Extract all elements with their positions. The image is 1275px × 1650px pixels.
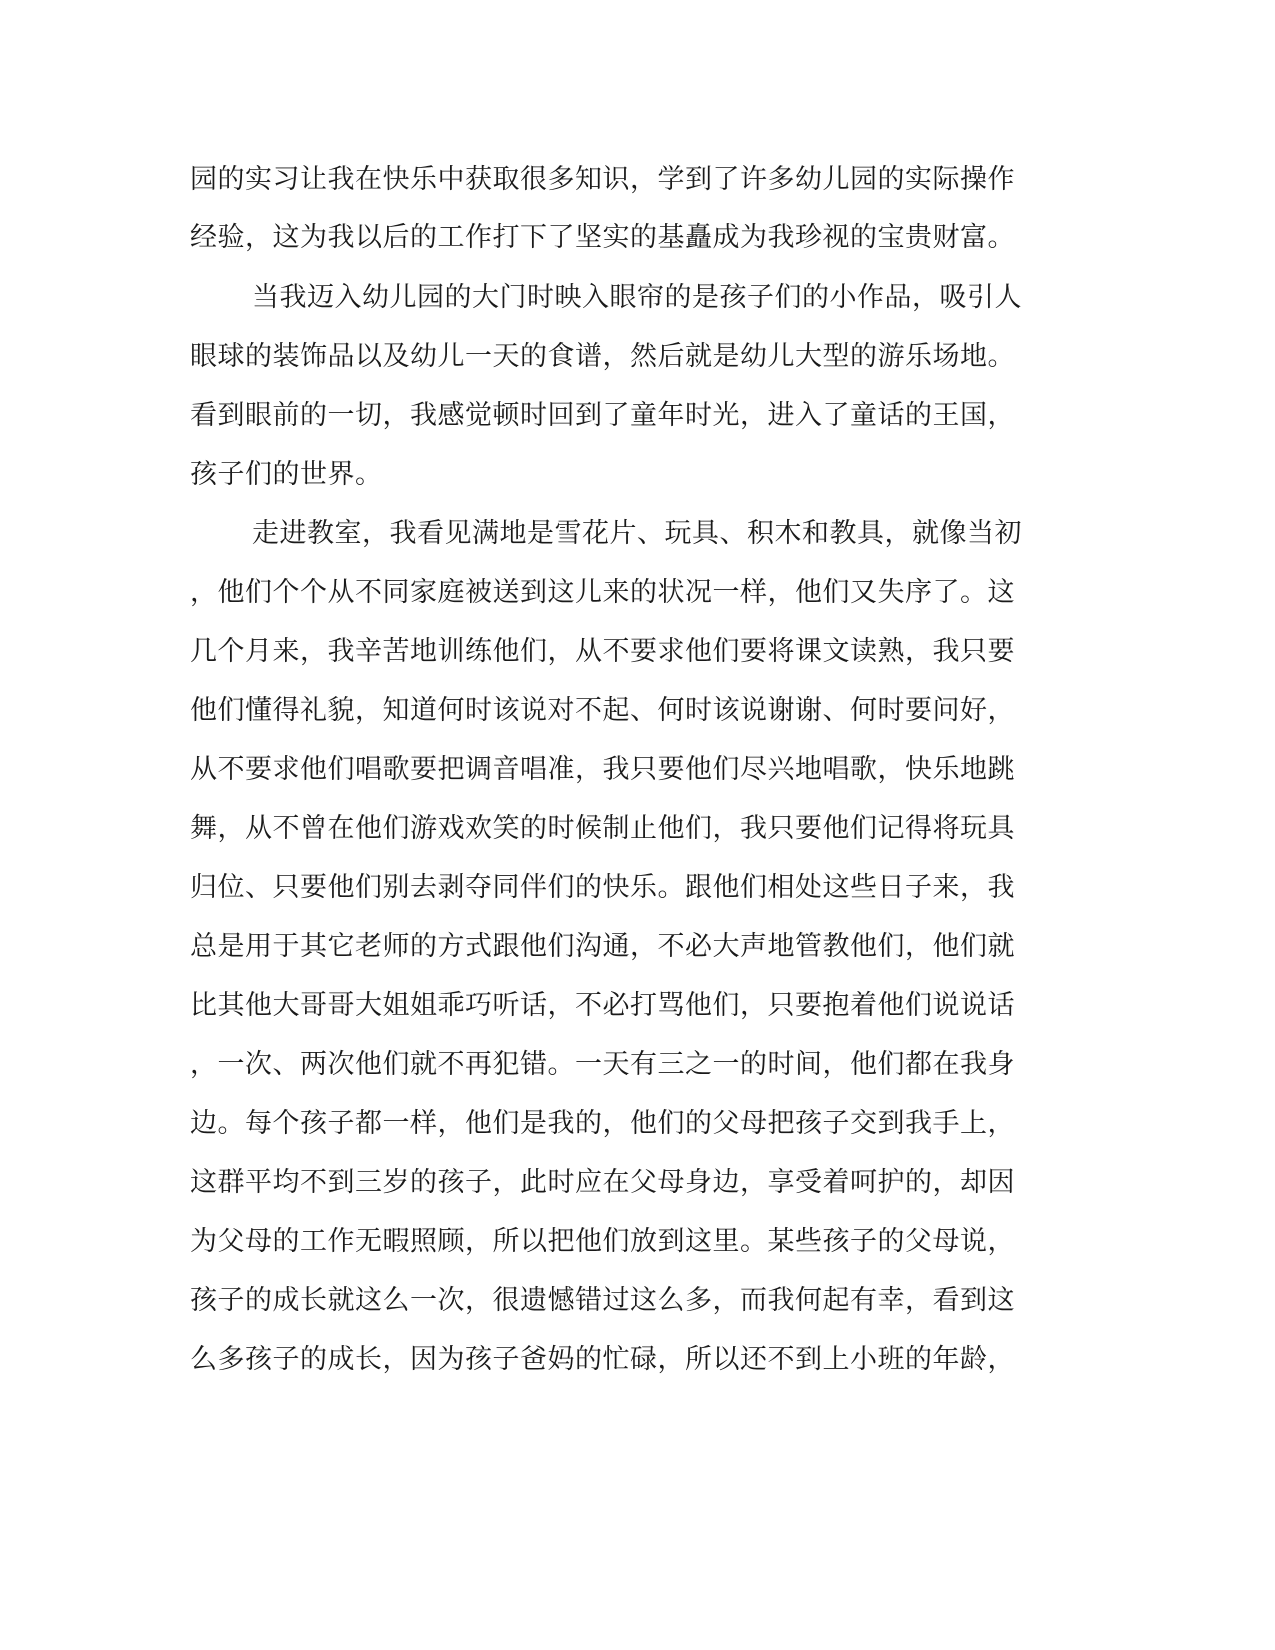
- paragraph-first-line: 走进教室，我看见满地是雪花片、玩具、积木和教具，就像当初: [252, 518, 1022, 549]
- text-line: 舞，从不曾在他们游戏欢笑的时候制止他们，我只要他们记得将玩具: [190, 813, 1015, 844]
- text-line: ，一次、两次他们就不再犯错。一天有三之一的时间，他们都在我身: [190, 1049, 1015, 1080]
- text-line: 看到眼前的一切，我感觉顿时回到了童年时光，进入了童话的王国，: [190, 400, 1015, 431]
- text-line: 从不要求他们唱歌要把调音唱准，我只要他们尽兴地唱歌，快乐地跳: [190, 754, 1015, 785]
- text-line: ，他们个个从不同家庭被送到这儿来的状况一样，他们又失序了。这: [190, 577, 1015, 608]
- text-line: 比其他大哥哥大姐姐乖巧听话，不必打骂他们，只要抱着他们说说话: [190, 990, 1015, 1021]
- text-line: 孩子的成长就这么一次，很遗憾错过这么多，而我何起有幸，看到这: [190, 1285, 1015, 1316]
- paragraph-first-line: 当我迈入幼儿园的大门时映入眼帘的是孩子们的小作品，吸引人: [252, 282, 1022, 313]
- text-line: 几个月来，我辛苦地训练他们，从不要求他们要将课文读熟，我只要: [190, 636, 1015, 667]
- text-line: 么多孩子的成长，因为孩子爸妈的忙碌，所以还不到上小班的年龄，: [190, 1344, 1015, 1375]
- text-line: 为父母的工作无暇照顾，所以把他们放到这里。某些孩子的父母说，: [190, 1226, 1015, 1257]
- text-line: 这群平均不到三岁的孩子，此时应在父母身边，享受着呵护的，却因: [190, 1167, 1015, 1198]
- text-line: 眼球的装饰品以及幼儿一天的食谱，然后就是幼儿大型的游乐场地。: [190, 341, 1015, 372]
- text-line: 边。每个孩子都一样，他们是我的，他们的父母把孩子交到我手上，: [190, 1108, 1015, 1139]
- text-line: 总是用于其它老师的方式跟他们沟通，不必大声地管教他们，他们就: [190, 931, 1015, 962]
- text-line: 他们懂得礼貌，知道何时该说对不起、何时该说谢谢、何时要问好，: [190, 695, 1015, 726]
- text-line: 经验，这为我以后的工作打下了坚实的基矗成为我珍视的宝贵财富。: [190, 222, 1015, 253]
- text-line: 园的实习让我在快乐中获取很多知识，学到了许多幼儿园的实际操作: [190, 164, 1015, 195]
- text-line: 孩子们的世界。: [190, 459, 383, 490]
- text-line: 归位、只要他们别去剥夺同伴们的快乐。跟他们相处这些日子来，我: [190, 872, 1015, 903]
